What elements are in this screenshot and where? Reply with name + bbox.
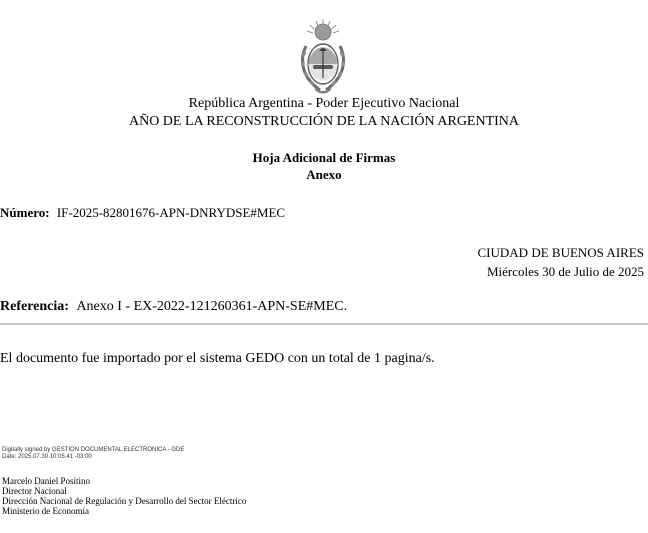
document-number-label: Número: — [0, 205, 50, 220]
document-body: El documento fue importado por el sistema GEDO con un total de 1 pagina/s. — [0, 351, 435, 366]
digital-signature-date: Date: 2025.07.30 10:05:41 -03:00 — [2, 454, 92, 460]
signer-ministry: Ministerio de Economía — [2, 506, 89, 516]
document-number — [0, 204, 285, 221]
section-divider — [0, 323, 648, 325]
coat-of-arms-icon — [296, 18, 350, 94]
issuer-line: República Argentina - Poder Ejecutivo Nacional — [188, 96, 460, 111]
document-number-value: IF-2025-82801676-APN-DNRYDSE#MEC — [56, 205, 286, 220]
reference-label: Referencia: — [0, 299, 69, 314]
issue-date: Miércoles 30 de Julio de 2025 — [486, 264, 644, 279]
issue-city: CIUDAD DE BUENOS AIRES — [477, 245, 644, 260]
signer-block — [2, 476, 246, 516]
signer-office: Dirección Nacional de Regulación y Desarrollo del Sector Eléctrico — [2, 496, 247, 506]
digital-signature-signer: Digitally signed by GESTION DOCUMENTAL ELECTRONICA - GDE — [2, 447, 185, 453]
document-subtitle: Anexo — [306, 167, 342, 182]
reference — [0, 298, 347, 316]
signer-name: Marcelo Daniel Positino — [2, 476, 90, 486]
digital-signature-stamp — [2, 447, 184, 461]
signer-role: Director Nacional — [2, 486, 67, 496]
reference-value: Anexo I - EX-2022-121260361-APN-SE#MEC. — [76, 299, 348, 314]
document-title: Hoja Adicional de Firmas — [252, 150, 396, 165]
year-motto: AÑO DE LA RECONSTRUCCIÓN DE LA NACIÓN ARGENTINA — [128, 114, 520, 129]
